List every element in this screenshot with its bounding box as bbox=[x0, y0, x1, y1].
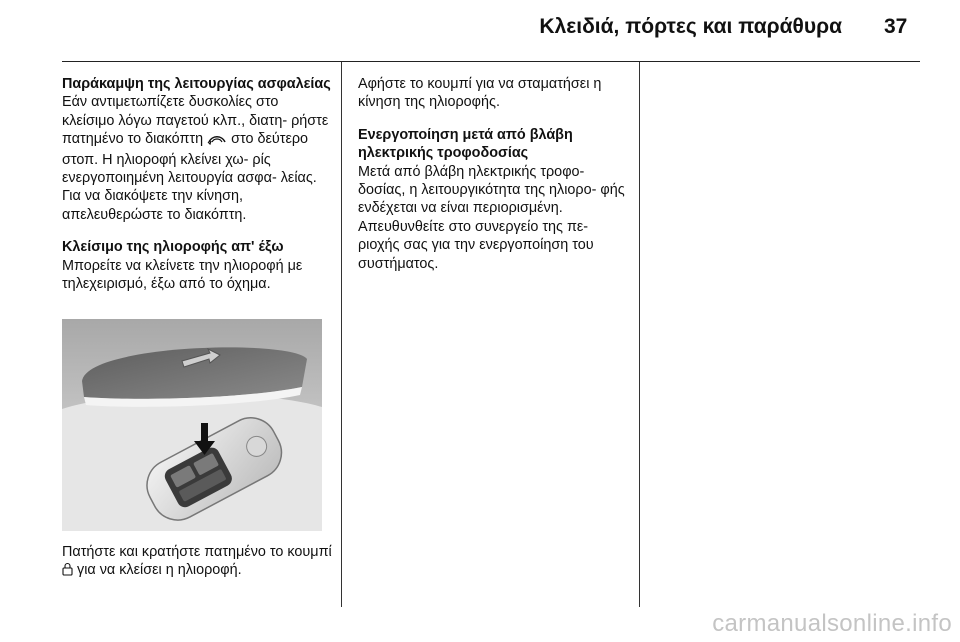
caption-text-a: Πατήστε και κρατήστε πατημένο το κουμπί bbox=[62, 544, 332, 560]
caption-text-b: για να κλείσει η ηλιοροφή. bbox=[77, 562, 242, 579]
footer-watermark: carmanualsonline.info bbox=[712, 610, 952, 637]
section-heading-close-outside: Κλείσιμο της ηλιοροφής απ' έξω bbox=[62, 239, 284, 256]
safety-override-text-b: στο δεύτερο στοπ. Η ηλιοροφή κλείνει χω- ρίς ενεργοποιημένη λειτουργία ασφα- λείας. Για να διακόψετε την κίνηση, απελευθερώστε το διακόπτη. bbox=[62, 131, 317, 223]
header-title: Κλειδιά, πόρτες και παράθυρα bbox=[539, 15, 842, 38]
header-rule bbox=[62, 61, 920, 62]
lock-button-icon bbox=[62, 562, 73, 581]
page-number: 37 bbox=[884, 15, 908, 38]
column-divider-left bbox=[341, 62, 342, 607]
intro-text-release-button: Αφήστε το κουμπί για να σταματήσει η κίνηση της ηλιοροφής. bbox=[358, 76, 602, 111]
section-text-power-failure: Μετά από βλάβη ηλεκτρικής τροφο- δοσίας, η λειτουργικότητα της ηλιορο- φής ενδέχεται να είναι περιορισμένη. Απευθυνθείτε στο συνεργείο της πε- ριοχής σας για την ενεργοποίηση του συστήματος. bbox=[358, 163, 625, 272]
left-column bbox=[62, 75, 334, 293]
sunroof-switch-icon bbox=[207, 132, 227, 150]
section-text-close-outside: Μπορείτε να κλείνετε την ηλιοροφή με τηλεχειρισμό, έξω από το όχημα. bbox=[62, 257, 303, 293]
figure-remote-sunroof bbox=[62, 319, 322, 531]
section-heading-safety-override: Παράκαμψη της λειτουργίας ασφαλείας bbox=[62, 76, 331, 92]
figure-caption bbox=[62, 543, 337, 582]
section-text-safety-override bbox=[62, 93, 334, 224]
safety-override-text-a: Εάν αντιμετωπίζετε δυσκολίες στο κλείσιμο λόγω παγετού κλπ., διατη- ρήστε πατημένο το διακόπτη bbox=[62, 94, 329, 148]
middle-column bbox=[358, 75, 632, 273]
section-heading-power-failure: Ενεργοποίηση μετά από βλάβη ηλεκτρικής τροφοδοσίας bbox=[358, 126, 573, 162]
column-divider-right bbox=[639, 62, 640, 607]
